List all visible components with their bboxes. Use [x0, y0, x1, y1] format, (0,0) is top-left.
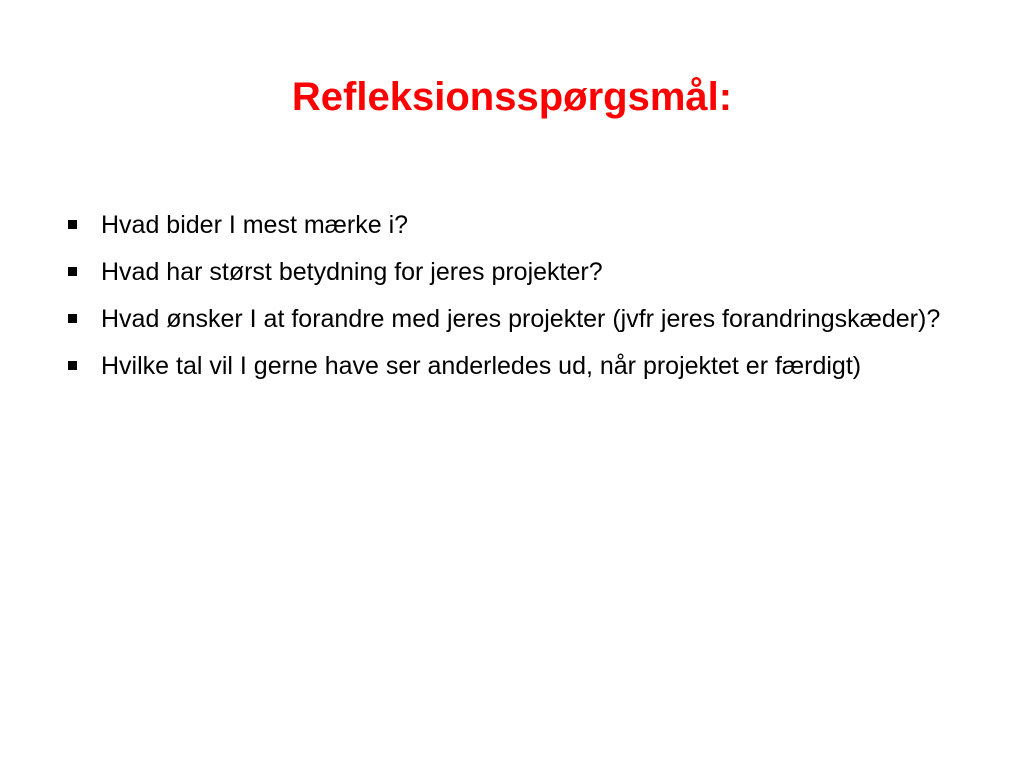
- slide-title: Refleksionsspørgsmål:: [291, 75, 733, 119]
- bullet-item: [68, 206, 958, 244]
- square-bullet-icon: [68, 267, 77, 276]
- bullet-item: [68, 300, 958, 338]
- bullet-text: Hvad har størst betydning for jeres projekter?: [101, 258, 603, 286]
- bullet-list: [68, 206, 958, 394]
- bullet-item: [68, 347, 958, 385]
- square-bullet-icon: [68, 361, 77, 370]
- bullet-text: Hvad ønsker I at forandre med jeres projekter (jvfr jeres forandringskæder)?: [101, 305, 941, 333]
- bullet-text: Hvilke tal vil I gerne have ser anderledes ud, når projektet er færdigt): [101, 352, 862, 380]
- square-bullet-icon: [68, 220, 77, 229]
- bullet-text: Hvad bider I mest mærke i?: [101, 211, 409, 239]
- square-bullet-icon: [68, 314, 77, 323]
- bullet-item: [68, 253, 958, 291]
